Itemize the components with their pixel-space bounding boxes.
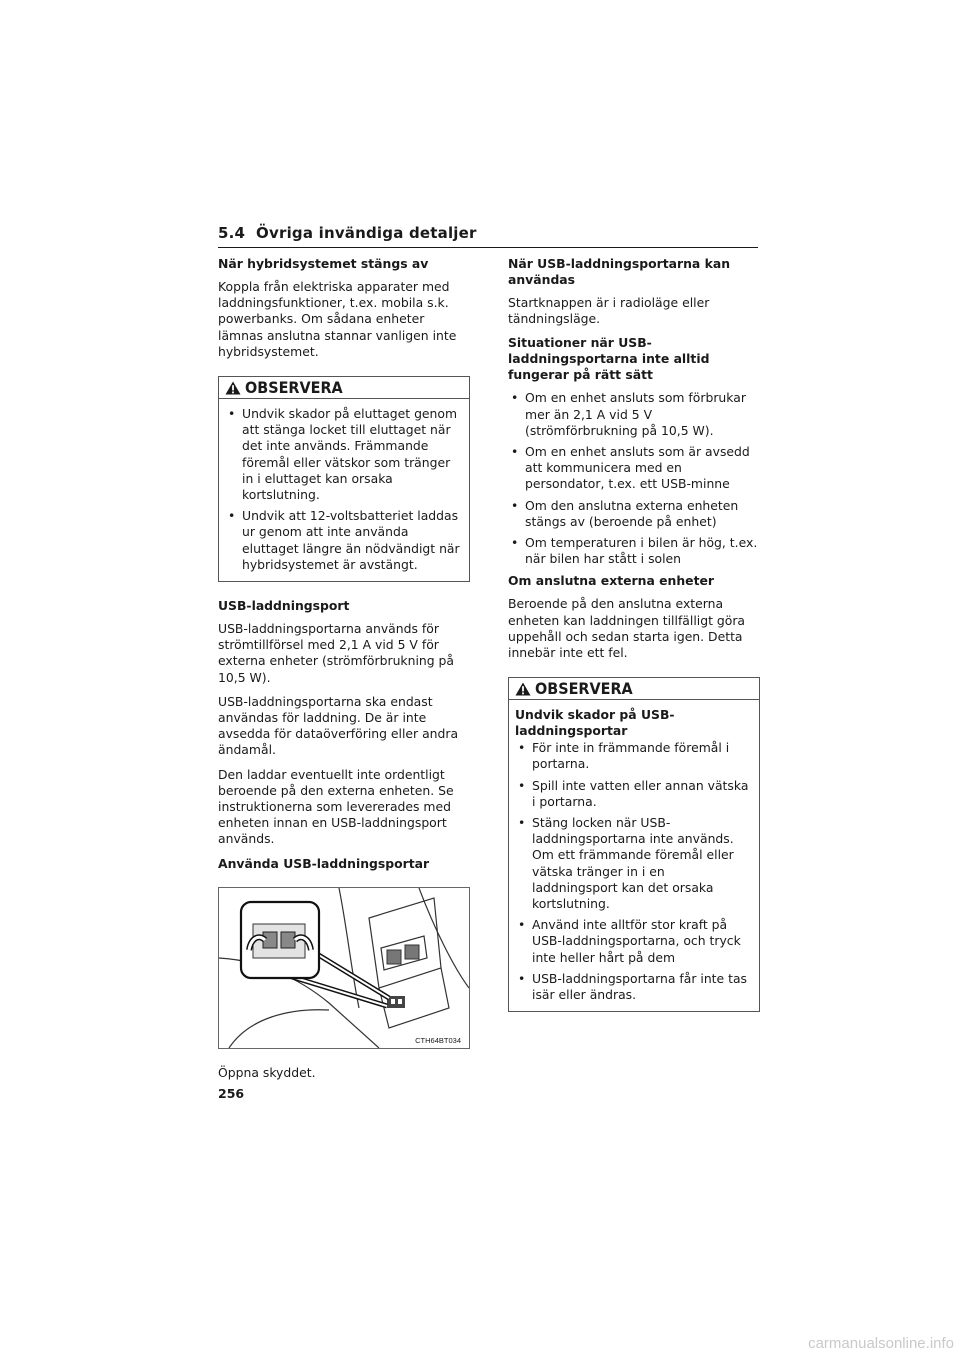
notice-header	[509, 678, 759, 700]
left-column	[218, 256, 470, 1089]
console-drawing	[219, 888, 469, 1048]
list-item: • USB-laddningsportarna får inte tas isär eller ändras.	[515, 971, 753, 1003]
figure-code: CTH64BT034	[415, 1035, 461, 1045]
list-item: • Undvik skador på eluttaget genom att stänga locket till eluttaget när det inte används. Främmande föremål eller vätskor som tränger in i eluttaget kan orsaka kortslutning.	[225, 406, 463, 503]
notice-list	[225, 406, 463, 573]
list-item: • Om den anslutna externa enheten stängs av (beroende på enhet)	[508, 498, 760, 530]
heading-when-usable: När USB-laddningsportarna kan användas	[508, 256, 731, 287]
paragraph-start-mode: Startknappen är i radioläge eller tändningsläge.	[508, 295, 710, 327]
notice-subtitle: Undvik skador på USB-laddningsportar	[515, 707, 675, 739]
section-number: 5.4	[218, 224, 246, 242]
list-item: • Använd inte alltför stor kraft på USB-laddningsportarna, och tryck inte heller hårt på dem	[515, 917, 753, 966]
section-header	[218, 224, 758, 248]
notice-box-outlet	[218, 376, 470, 582]
page-number: 256	[218, 1086, 245, 1101]
figure-caption: Öppna skyddet.	[218, 1064, 316, 1080]
paragraph-usb-power: USB-laddningsportarna används för strömtillförsel med 2,1 A vid 5 V för externa enheter (strömförbrukning på 10,5 W).	[218, 621, 455, 685]
heading-hybrid-off: När hybridsystemet stängs av	[218, 256, 429, 271]
section-title: Övriga invändiga detaljer	[256, 224, 477, 242]
list-item: • Om temperaturen i bilen är hög, t.ex. när bilen har stått i solen	[508, 535, 760, 567]
list-item: • Undvik att 12-voltsbatteriet laddas ur genom att inte använda eluttaget längre än nödvändigt när hybridsystemet är avstängt.	[225, 508, 463, 573]
heading-situations: Situationer när USB-laddningsportarna inte alltid fungerar på rätt sätt	[508, 335, 710, 383]
paragraph-external-devices: Beroende på den anslutna externa enheten kan laddningen tillfälligt göra uppehåll och sedan starta igen. Detta innebär inte ett fel.	[508, 596, 746, 661]
paragraph-disconnect: Koppla från elektriska apparater med laddningsfunktioner, t.ex. mobila s.k. powerbanks. Om sådana enheter lämnas anslutna stannar vanligen inte hybridsystemet.	[218, 279, 457, 359]
notice-title: OBSERVERA	[535, 679, 633, 699]
right-column	[508, 256, 760, 1028]
paragraph-usb-charging-only: USB-laddningsportarna ska endast användas för laddning. De är inte avsedda för dataöverföring eller andra ändamål.	[218, 693, 459, 758]
list-item: • Stäng locken när USB-laddningsportarna inte används. Om ett främmande föremål eller vätska tränger in i en laddningsport kan det orsaka kortslutning.	[515, 815, 753, 912]
warning-icon	[515, 682, 531, 696]
list-item: • Om en enhet ansluts som förbrukar mer än 2,1 A vid 5 V (strömförbrukning på 10,5 W).	[508, 390, 760, 439]
usb-port-illustration	[218, 887, 470, 1049]
notice-title: OBSERVERA	[245, 378, 343, 398]
watermark: carmanualsonline.info	[808, 1335, 954, 1352]
notice-list	[515, 740, 753, 1003]
warning-icon	[225, 381, 241, 395]
heading-using-usb: Använda USB-laddningsportar	[218, 855, 430, 871]
paragraph-usb-device-note: Den laddar eventuellt inte ordentligt beroende på den externa enheten. Se instruktionerna som levererades med enheten innan en USB-laddningsport används.	[218, 766, 454, 847]
situations-list	[508, 390, 760, 567]
notice-header	[219, 377, 469, 399]
heading-external-devices: Om anslutna externa enheter	[508, 573, 715, 589]
heading-usb-port: USB-laddningsport	[218, 598, 350, 614]
list-item: • Spill inte vatten eller annan vätska i portarna.	[515, 778, 753, 810]
list-item: • För inte in främmande föremål i portarna.	[515, 740, 753, 772]
list-item: • Om en enhet ansluts som är avsedd att kommunicera med en persondator, t.ex. ett USB-minne	[508, 444, 760, 493]
notice-box-usb	[508, 677, 760, 1012]
